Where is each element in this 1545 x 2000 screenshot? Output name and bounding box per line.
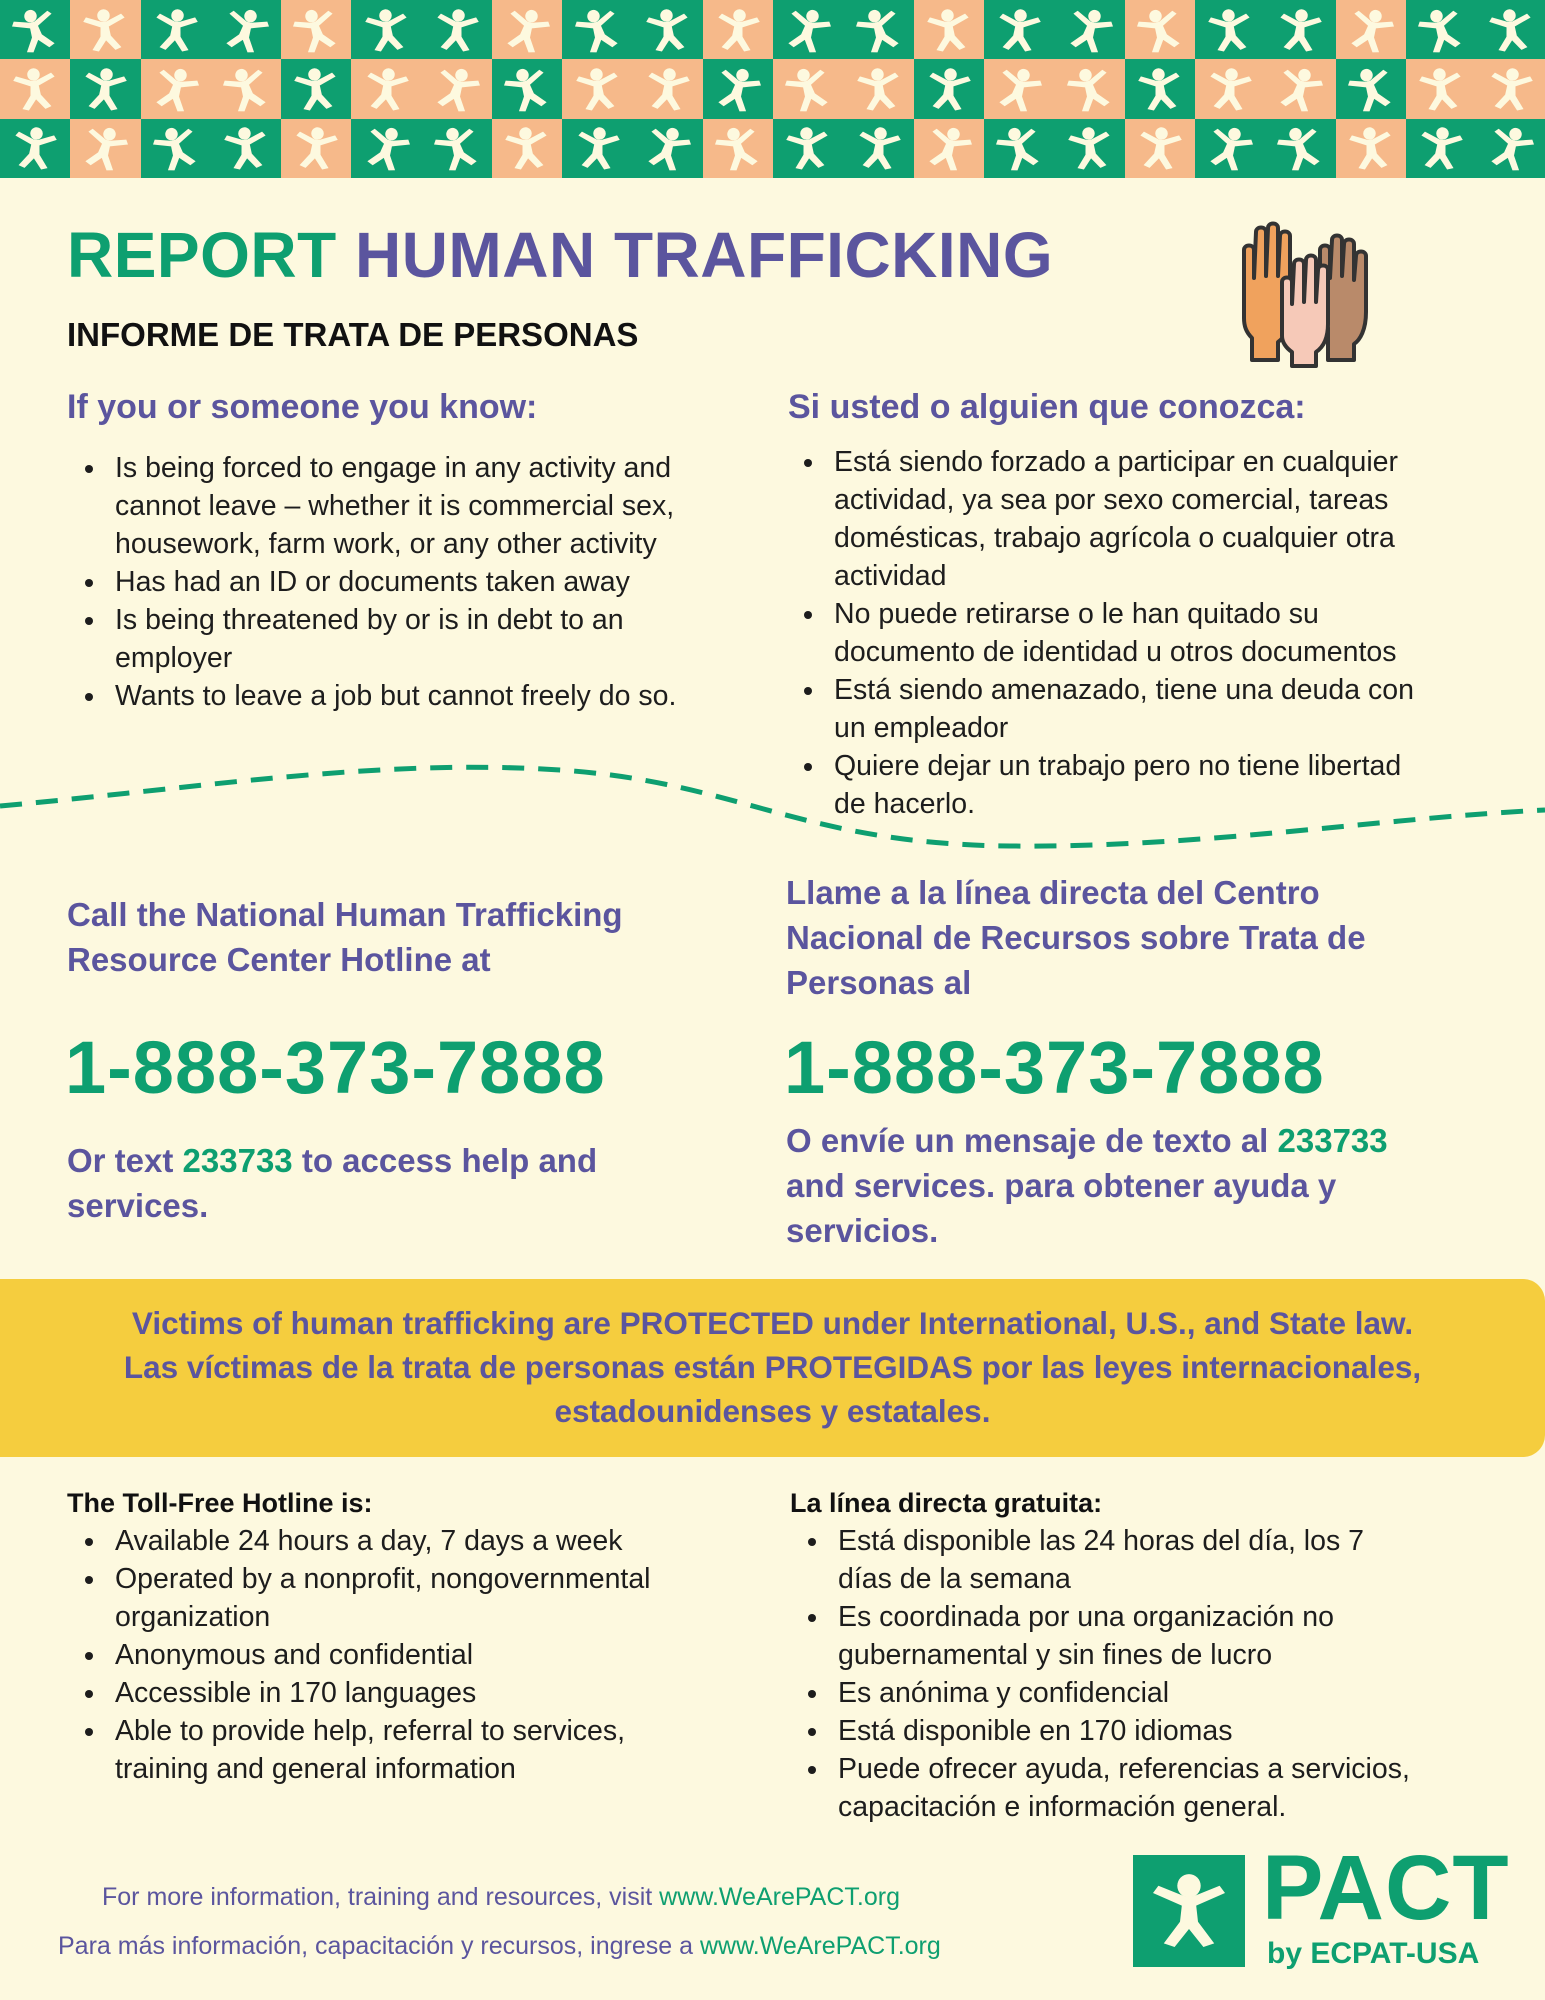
banner-tile (211, 119, 281, 178)
spanish-footer (58, 1932, 941, 1961)
person-jumping-icon (1268, 116, 1334, 178)
list-item-line: Wants to leave a job but cannot freely do so. (115, 680, 677, 712)
list-item (791, 1522, 1511, 1598)
person-jumping-icon (1272, 1, 1329, 58)
banner-tile (351, 119, 421, 178)
banner-tile (0, 0, 70, 59)
banner-tile (141, 59, 211, 118)
person-jumping-icon (1483, 1, 1540, 58)
banner-tile (703, 119, 773, 178)
list-item-line: Está disponible las 24 horas del día, los 7 (838, 1525, 1364, 1557)
english-call-text (67, 892, 623, 982)
person-jumping-icon (1413, 61, 1470, 118)
person-jumping-icon (1413, 120, 1470, 177)
person-jumping-icon (1131, 120, 1188, 177)
person-jumping-icon (358, 1, 415, 58)
person-jumping-icon (1483, 61, 1540, 118)
banner-tile (1054, 0, 1124, 59)
person-jumping-icon (1057, 56, 1123, 122)
banner-tile (633, 119, 703, 178)
list-item-line: organization (115, 1601, 271, 1633)
person-jumping-icon (494, 0, 560, 62)
banner-tile (281, 119, 351, 178)
list-item (68, 601, 758, 677)
spanish-text-info (786, 1118, 1388, 1253)
person-jumping-icon (143, 116, 209, 178)
spanish-hotline-heading: La línea directa gratuita: (790, 1488, 1103, 1518)
english-phone-number[interactable]: 1-888-373-7888 (65, 1026, 606, 1109)
pact-logo-sub: by ECPAT-USA (1267, 1937, 1480, 1970)
list-item (68, 1712, 768, 1788)
person-jumping-icon (77, 61, 134, 118)
banner-tile (984, 119, 1054, 178)
person-jumping-icon (1338, 56, 1404, 122)
call-text-line: Call the National Human Trafficking (67, 896, 623, 933)
list-item (68, 1636, 768, 1674)
english-text-pre: Or text (67, 1142, 183, 1179)
call-text-line: Personas al (786, 964, 972, 1001)
person-jumping-icon (846, 0, 912, 62)
person-jumping-icon (1131, 61, 1188, 118)
protection-line-3: estadounidenses y estatales. (554, 1393, 991, 1429)
list-item-line: Es anónima y confidencial (838, 1677, 1170, 1709)
banner-tile (1336, 119, 1406, 178)
person-jumping-icon (987, 116, 1053, 178)
person-jumping-icon (7, 61, 64, 118)
person-jumping-icon (499, 120, 556, 177)
banner-tile (633, 59, 703, 118)
spanish-footer-text: Para más información, capacitación y recursos, ingrese a (58, 1932, 700, 1960)
banner-tile (70, 59, 140, 118)
banner-tile (914, 59, 984, 118)
person-jumping-icon (213, 0, 279, 62)
list-item (68, 1674, 768, 1712)
banner-tile (1336, 59, 1406, 118)
banner-tile (1406, 119, 1476, 178)
person-jumping-icon (991, 1, 1048, 58)
list-item-line: Está disponible en 170 idiomas (838, 1715, 1233, 1747)
person-jumping-icon (639, 61, 696, 118)
banner-tile (422, 119, 492, 178)
list-item-line: No puede retirarse o le han quitado su (834, 598, 1319, 630)
tile-banner (0, 0, 1545, 178)
person-jumping-icon (635, 116, 701, 178)
banner-tile (1476, 119, 1545, 178)
list-item (787, 671, 1507, 747)
person-jumping-icon (288, 61, 345, 118)
list-item-line: capacitación e información general. (838, 1791, 1287, 1823)
wave-divider (0, 748, 1545, 868)
list-item-line: Puede ofrecer ayuda, referencias a servicios, (838, 1753, 1410, 1785)
title-human-trafficking: HUMAN TRAFFICKING (354, 219, 1054, 291)
person-jumping-icon (1127, 0, 1193, 62)
banner-tile (211, 0, 281, 59)
list-item-line: domésticas, trabajo agrícola o cualquier otra (834, 522, 1395, 554)
protection-line-2: Las víctimas de la trata de personas están PROTEGIDAS por las leyes internacionales, (123, 1349, 1422, 1385)
banner-tile (70, 0, 140, 59)
english-footer (102, 1883, 900, 1912)
english-footer-text: For more information, training and resources, visit (102, 1883, 660, 1911)
list-item (68, 1522, 768, 1560)
person-jumping-icon (920, 61, 977, 118)
banner-tile (1125, 59, 1195, 118)
banner-tile (1195, 59, 1265, 118)
english-warning-list (68, 449, 758, 715)
banner-tile (844, 0, 914, 59)
list-item-line: cannot leave – whether it is commercial sex, (115, 490, 675, 522)
list-item-line: training and general information (115, 1753, 516, 1785)
person-jumping-icon (1338, 0, 1404, 62)
person-jumping-icon (1202, 1, 1259, 58)
person-jumping-icon (424, 56, 490, 122)
person-jumping-icon (780, 120, 837, 177)
person-jumping-icon (639, 1, 696, 58)
list-item-line: actividad, ya sea por sexo comercial, tareas (834, 484, 1389, 516)
banner-tile (0, 119, 70, 178)
person-jumping-icon (569, 61, 626, 118)
protection-banner (0, 1279, 1545, 1457)
list-item (68, 1560, 768, 1636)
banner-tile (703, 0, 773, 59)
banner-tile (562, 119, 632, 178)
list-item-line: un empleador (834, 712, 1009, 744)
list-item-line: Is being threatened by or is in debt to an (115, 604, 624, 636)
person-jumping-icon (1408, 0, 1474, 62)
raised-hands-icon (1236, 220, 1386, 370)
spanish-text-line2: and services. para obtener ayuda y (786, 1167, 1337, 1204)
list-item (791, 1712, 1511, 1750)
person-jumping-icon (705, 56, 771, 122)
person-jumping-icon (1197, 116, 1263, 178)
list-item-line: Accessible in 170 languages (115, 1677, 477, 1709)
person-jumping-icon (987, 56, 1053, 122)
list-item-line: Es coordinada por una organización no (838, 1601, 1334, 1633)
person-jumping-icon (1144, 1866, 1234, 1956)
english-hotline-heading: The Toll-Free Hotline is: (67, 1488, 373, 1518)
person-jumping-icon (284, 0, 350, 62)
banner-tile (1265, 0, 1335, 59)
english-footer-link[interactable]: www.WeArePACT.org (659, 1883, 900, 1911)
person-jumping-icon (776, 56, 842, 122)
banner-tile (0, 59, 70, 118)
person-jumping-icon (850, 120, 907, 177)
banner-tile (1406, 0, 1476, 59)
banner-tile (914, 0, 984, 59)
spanish-footer-link[interactable]: www.WeArePACT.org (699, 1932, 941, 1960)
person-jumping-icon (1061, 120, 1118, 177)
person-jumping-icon (2, 0, 68, 62)
call-text-line: Nacional de Recursos sobre Trata de (786, 919, 1366, 956)
person-jumping-icon (288, 120, 345, 177)
person-jumping-icon (213, 56, 279, 122)
person-jumping-icon (565, 0, 631, 62)
person-jumping-icon (710, 1, 767, 58)
person-jumping-icon (776, 0, 842, 62)
banner-tile (1125, 119, 1195, 178)
person-jumping-icon (1342, 120, 1399, 177)
banner-tile (492, 119, 562, 178)
person-jumping-icon (428, 1, 485, 58)
spanish-call-text (786, 870, 1366, 1005)
person-jumping-icon (569, 120, 626, 177)
list-item-line: employer (115, 642, 233, 674)
person-jumping-icon (1268, 56, 1334, 122)
banner-tile (492, 0, 562, 59)
banner-tile (773, 119, 843, 178)
banner-tile (422, 59, 492, 118)
banner-tile (281, 59, 351, 118)
person-jumping-icon (705, 116, 771, 178)
person-jumping-icon (1479, 116, 1545, 178)
banner-tile (70, 119, 140, 178)
banner-tile (1195, 0, 1265, 59)
list-item-line: actividad (834, 560, 947, 592)
banner-tile (1265, 59, 1335, 118)
list-item-line: Quiere dejar un trabajo pero no tiene libertad (834, 750, 1402, 782)
banner-tile (984, 0, 1054, 59)
list-item-line: housework, farm work, or any other activity (115, 528, 657, 560)
english-text-code[interactable]: 233733 (182, 1142, 293, 1179)
banner-tile (773, 0, 843, 59)
banner-tile (351, 59, 421, 118)
spanish-phone-number[interactable]: 1-888-373-7888 (784, 1026, 1325, 1109)
list-item-line: Available 24 hours a day, 7 days a week (115, 1525, 623, 1557)
banner-tile (1195, 119, 1265, 178)
english-text-info (67, 1138, 597, 1228)
banner-tile (141, 119, 211, 178)
person-jumping-icon (920, 1, 977, 58)
banner-tile (1265, 119, 1335, 178)
list-item-line: de hacerlo. (834, 788, 976, 820)
spanish-hotline-list (791, 1522, 1511, 1826)
person-jumping-icon (494, 56, 560, 122)
banner-tile (141, 0, 211, 59)
person-jumping-icon (7, 120, 64, 177)
banner-tile (211, 59, 281, 118)
list-item-line: Operated by a nonprofit, nongovernmental (115, 1563, 651, 1595)
list-item (787, 443, 1507, 595)
list-item (68, 449, 758, 563)
list-item-line: días de la semana (838, 1563, 1071, 1595)
banner-tile (562, 59, 632, 118)
person-jumping-icon (358, 61, 415, 118)
person-jumping-icon (143, 56, 209, 122)
person-jumping-icon (354, 116, 420, 178)
list-item (787, 595, 1507, 671)
list-item (68, 563, 758, 601)
person-jumping-icon (217, 120, 274, 177)
english-text-line2: services. (67, 1187, 209, 1224)
list-item (791, 1674, 1511, 1712)
banner-tile (773, 59, 843, 118)
banner-tile (633, 0, 703, 59)
list-item-line: Anonymous and confidential (115, 1639, 474, 1671)
list-item (791, 1598, 1511, 1674)
spanish-text-pre: O envíe un mensaje de texto al (786, 1122, 1278, 1159)
call-text-line: Llame a la línea directa del Centro (786, 874, 1320, 911)
page-title (67, 218, 1053, 292)
call-text-line: Resource Center Hotline at (67, 941, 491, 978)
list-item (68, 677, 758, 715)
list-item-line: Está siendo forzado a participar en cualquier (834, 446, 1399, 478)
banner-tile (984, 59, 1054, 118)
list-item-line: Has had an ID or documents taken away (115, 566, 630, 598)
banner-tile (844, 119, 914, 178)
person-jumping-icon (1202, 61, 1259, 118)
person-jumping-icon (850, 61, 907, 118)
list-item-line: Está siendo amenazado, tiene una deuda con (834, 674, 1414, 706)
banner-tile (1476, 59, 1545, 118)
banner-tile (351, 0, 421, 59)
list-item-line: documento de identidad u otros documentos (834, 636, 1397, 668)
page-subtitle: INFORME DE TRATA DE PERSONAS (67, 316, 639, 353)
list-item-line: Able to provide help, referral to services, (115, 1715, 626, 1747)
spanish-text-line3: servicios. (786, 1212, 939, 1249)
list-item (791, 1750, 1511, 1826)
banner-tile (844, 59, 914, 118)
protection-line-1: Victims of human trafficking are PROTECTED under International, U.S., and State law. (131, 1305, 1414, 1341)
pact-logo-name: PACT (1262, 1837, 1510, 1939)
english-text-post: to access help and (292, 1142, 598, 1179)
banner-tile (1054, 119, 1124, 178)
banner-tile (1054, 59, 1124, 118)
english-intro: If you or someone you know: (67, 388, 538, 426)
banner-tile (1476, 0, 1545, 59)
banner-tile (914, 119, 984, 178)
person-jumping-icon (1057, 0, 1123, 62)
list-item-line: Is being forced to engage in any activity and (115, 452, 672, 484)
spanish-intro: Si usted o alguien que conozca: (788, 388, 1306, 426)
list-item-line: gubernamental y sin fines de lucro (838, 1639, 1273, 1671)
banner-tile (1336, 0, 1406, 59)
pact-logo-mark (1133, 1855, 1245, 1967)
spanish-text-code[interactable]: 233733 (1277, 1122, 1388, 1159)
banner-tile (562, 0, 632, 59)
title-report: REPORT (67, 219, 337, 291)
english-hotline-list (68, 1522, 768, 1788)
person-jumping-icon (77, 1, 134, 58)
banner-tile (422, 0, 492, 59)
banner-tile (1125, 0, 1195, 59)
banner-tile (703, 59, 773, 118)
person-jumping-icon (73, 116, 139, 178)
person-jumping-icon (916, 116, 982, 178)
banner-tile (492, 59, 562, 118)
banner-tile (1406, 59, 1476, 118)
person-jumping-icon (424, 116, 490, 178)
banner-tile (281, 0, 351, 59)
person-jumping-icon (147, 1, 204, 58)
